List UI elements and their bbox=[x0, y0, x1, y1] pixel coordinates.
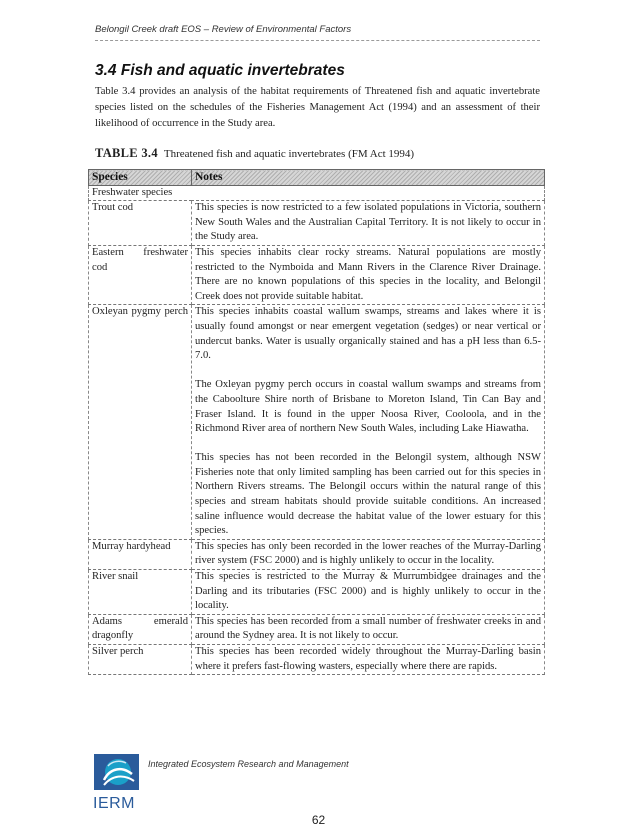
table-row bbox=[89, 245, 545, 304]
table-header-row bbox=[89, 170, 545, 186]
column-header-species: Species bbox=[89, 170, 192, 186]
species-name: Adams emerald dragonfly bbox=[89, 614, 192, 644]
header-rule bbox=[95, 40, 540, 41]
notes-paragraph: This species is restricted to the Murray & Murrumbidgee drainages and the Darling and its tributaries (FSC 2000) and is highly unlikely to occur in the locality. bbox=[195, 571, 541, 612]
table-caption-text: Threatened fish and aquatic invertebrates (FM Act 1994) bbox=[163, 148, 415, 160]
threatened-fish-table bbox=[88, 169, 545, 675]
table-row bbox=[89, 201, 545, 246]
species-name: Trout cod bbox=[89, 201, 192, 246]
table-group-row bbox=[89, 185, 545, 201]
ierm-logo-text: IERM bbox=[93, 795, 135, 812]
notes-paragraph: This species has been recorded from a small number of freshwater creeks in and around the Sydney area. It is not likely to occur. bbox=[195, 615, 541, 642]
species-name: Silver perch bbox=[89, 645, 192, 675]
notes-paragraph: This species has been recorded widely throughout the Murray-Darling basin where it prefers fast-flowing wasters, especially where there are rapids. bbox=[195, 646, 541, 672]
table-row bbox=[89, 539, 545, 569]
table-body bbox=[89, 185, 545, 675]
table-row bbox=[89, 570, 545, 615]
notes-paragraph: This species has not been recorded in the Belongil system, although NSW Fisheries note that only limited sampling has been carried out for this species in Northern Rivers streams. The Belongil occurs within the natural range of this species and stream habitats should provide suitable conditions. An increased saline influence would decrease the habitat value of the lower estuary for this species. bbox=[195, 452, 541, 537]
notes-paragraph: The Oxleyan pygmy perch occurs in coastal wallum swamps and streams from the Caboolture Shire north of Brisbane to Moreton Island, Tin Can Bay and Fraser Island. It is found in the upper Noosa River, Cooloola, and in the Richmond River area of northern New South Wales, including Lake Hiawatha. bbox=[195, 379, 541, 435]
ierm-logo-icon bbox=[94, 754, 139, 790]
species-notes bbox=[192, 539, 545, 569]
species-notes bbox=[192, 645, 545, 675]
species-notes bbox=[192, 245, 545, 304]
species-notes bbox=[192, 201, 545, 246]
table-row bbox=[89, 614, 545, 644]
table-row bbox=[89, 645, 545, 675]
table-caption bbox=[95, 146, 414, 161]
species-notes bbox=[192, 305, 545, 540]
notes-paragraph: This species inhabits clear rocky streams. Natural populations are mostly restricted to the Nymboida and Mann Rivers in the Clarence River Drainage. There are no known populations of this species in the locality, and Belongil Creek does not provide suitable habitat. bbox=[195, 246, 541, 302]
table-row bbox=[89, 305, 545, 540]
intro-paragraph: Table 3.4 provides an analysis of the habitat requirements of Threatened fish and aquatic invertebrate species listed on the schedules of the Fisheries Management Act (1994) and an assessment of their likelihood of occurrence in the Study area. bbox=[95, 86, 540, 129]
notes-paragraph: This species is now restricted to a few isolated populations in Victoria, southern New South Wales and the Australian Capital Territory. It is not likely to occur in the Study area. bbox=[195, 202, 541, 243]
species-name: River snail bbox=[89, 570, 192, 615]
species-notes bbox=[192, 614, 545, 644]
species-name: Murray hardyhead bbox=[89, 539, 192, 569]
running-header: Belongil Creek draft EOS – Review of Environmental Factors bbox=[95, 24, 352, 35]
notes-paragraph: This species has only been recorded in the lower reaches of the Murray-Darling river system (FSC 2000) and is highly unlikely to occur in the locality. bbox=[195, 540, 541, 567]
section-title: 3.4 Fish and aquatic invertebrates bbox=[95, 62, 345, 79]
notes-paragraph: This species inhabits coastal wallum swamps, streams and lakes where it is usually found amongst or near emergent vegetation (sedges) or near vertical or undercut banks. Water is usually organically stained and has a pH less than 6.5-7.0. bbox=[195, 306, 541, 362]
footer-organization: Integrated Ecosystem Research and Management bbox=[148, 759, 349, 769]
species-name: Oxleyan pygmy perch bbox=[89, 305, 192, 540]
species-notes bbox=[192, 570, 545, 615]
page-number: 62 bbox=[311, 813, 326, 827]
group-label: Freshwater species bbox=[89, 185, 545, 201]
species-name: Eastern freshwater cod bbox=[89, 245, 192, 304]
column-header-notes: Notes bbox=[192, 170, 545, 186]
table-caption-label: TABLE 3.4 bbox=[95, 146, 158, 160]
